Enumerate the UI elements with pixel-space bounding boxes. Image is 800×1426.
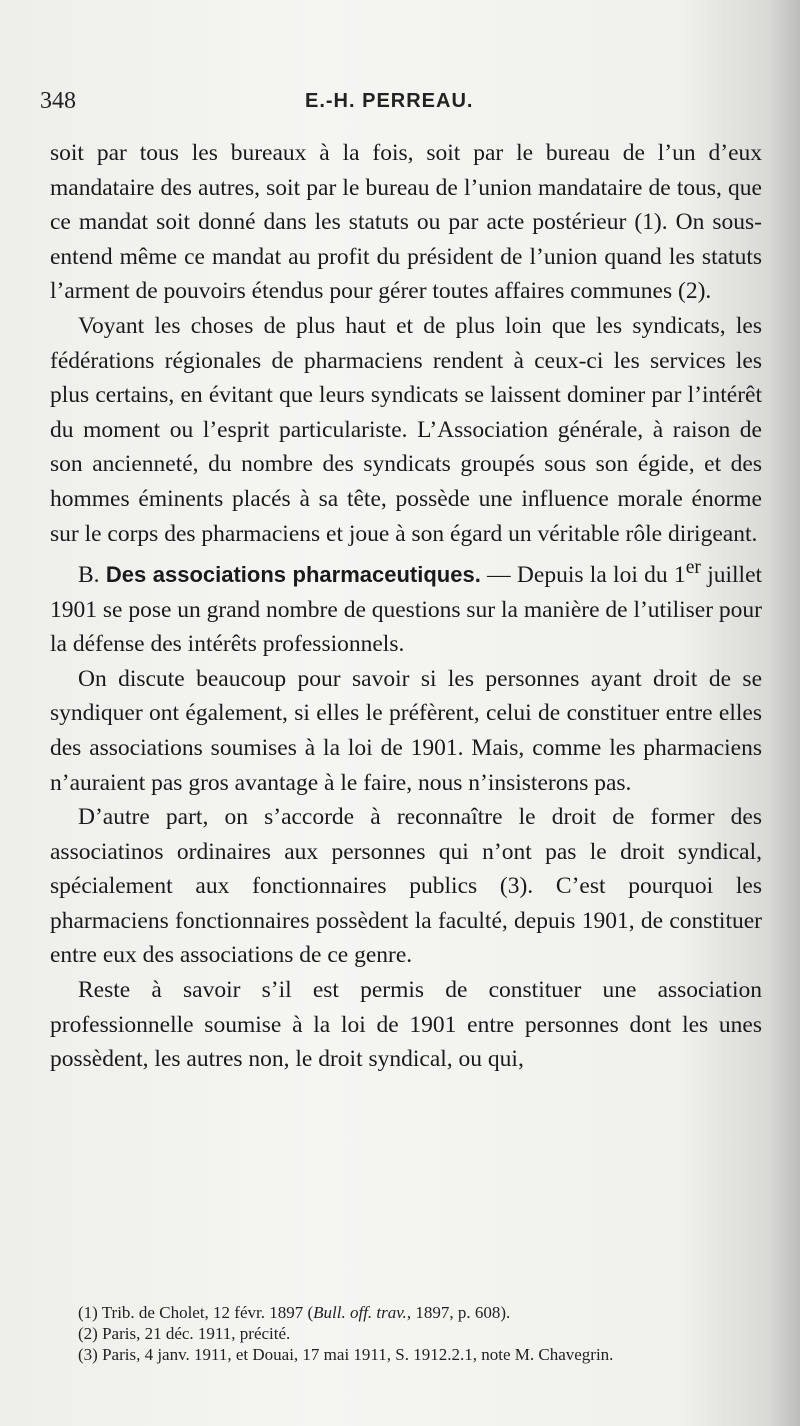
footnote-text: , 1897, p. 608). [406,1303,511,1322]
running-head: E.-H. PERREAU. [305,90,474,112]
paragraph: D’autre part, on s’accorde à reconnaître le droit de former des associatinos ordinaires aux personnes qui n’ont pas le droit syndical, spécialement aux fonctionnaires publics (3). C’est pourquoi les pharmaciens fonctionnaires possèdent la faculté, depuis 1901, de constituer entre eux des associations de ce genre. [50,804,762,969]
page-header [40,88,760,120]
footnotes [58,1302,762,1365]
section-label: B. [78,561,100,588]
footnote-1 [58,1302,762,1323]
paragraph-text: — Depuis la loi du 1 [480,561,686,588]
ordinal-superscript: er [685,557,701,579]
paragraph: soit par tous les bureaux à la fois, soit par le bureau de l’un d’eux mandataire des autres, soit par le bureau de l’union mandataire de tous, que ce mandat soit donné dans les statuts ou par acte postérieur (1). On sous-entend même ce mandat au profit du président de l’union quand les statuts l’arment de pouvoirs étendus pour gérer toutes affaires communes (2). [50,140,762,305]
paragraph: Reste à savoir s’il est permis de constituer une association professionnelle soumise à la loi de 1901 entre personnes dont les unes possèdent, les autres non, le droit syndical, ou qui, [50,977,762,1073]
paragraph-text: juillet 1901 se pose un grand nombre de questions sur la manière de l’utiliser pour la défense des intérêts professionnels. [50,561,763,658]
footnote-citation: Bull. off. trav. [313,1303,407,1322]
paragraph: On discute beaucoup pour savoir si les personnes ayant droit de se syndiquer ont également, si elles le préfèrent, celui de constituer entre elles des associations soumises à la loi de 1901. Mais, comme les pharmaciens n’auraient pas gros avantage à le faire, nous n’insisterons pas. [50,665,762,796]
section-heading: Des associations pharmaceutiques. [105,561,481,587]
footnote-3: (3) Paris, 4 janv. 1911, et Douai, 17 mai 1911, S. 1912.2.1, note M. Chavegrin. [78,1345,614,1364]
body-text [50,136,762,1077]
footnote-2: (2) Paris, 21 déc. 1911, précité. [78,1324,291,1343]
footnote-text: (1) Trib. de Cholet, 12 févr. 1897 ( [78,1303,314,1322]
page-number: 348 [40,88,76,114]
paragraph: Voyant les choses de plus haut et de plus loin que les syndicats, les fédérations régionales de pharmaciens rendent à ceux-ci les services les plus certains, en évitant que leurs syndicats se laissent dominer par l’intérêt du moment ou l’esprit particulariste. L’Association générale, à raison de son ancienneté, du nombre des syndicats groupés sous son égide, et des hommes éminents placés à sa tête, possède une influence morale énorme sur le corps des pharmaciens et joue à son égard un véritable rôle dirigeant. [50,312,762,547]
section-paragraph [50,551,762,662]
